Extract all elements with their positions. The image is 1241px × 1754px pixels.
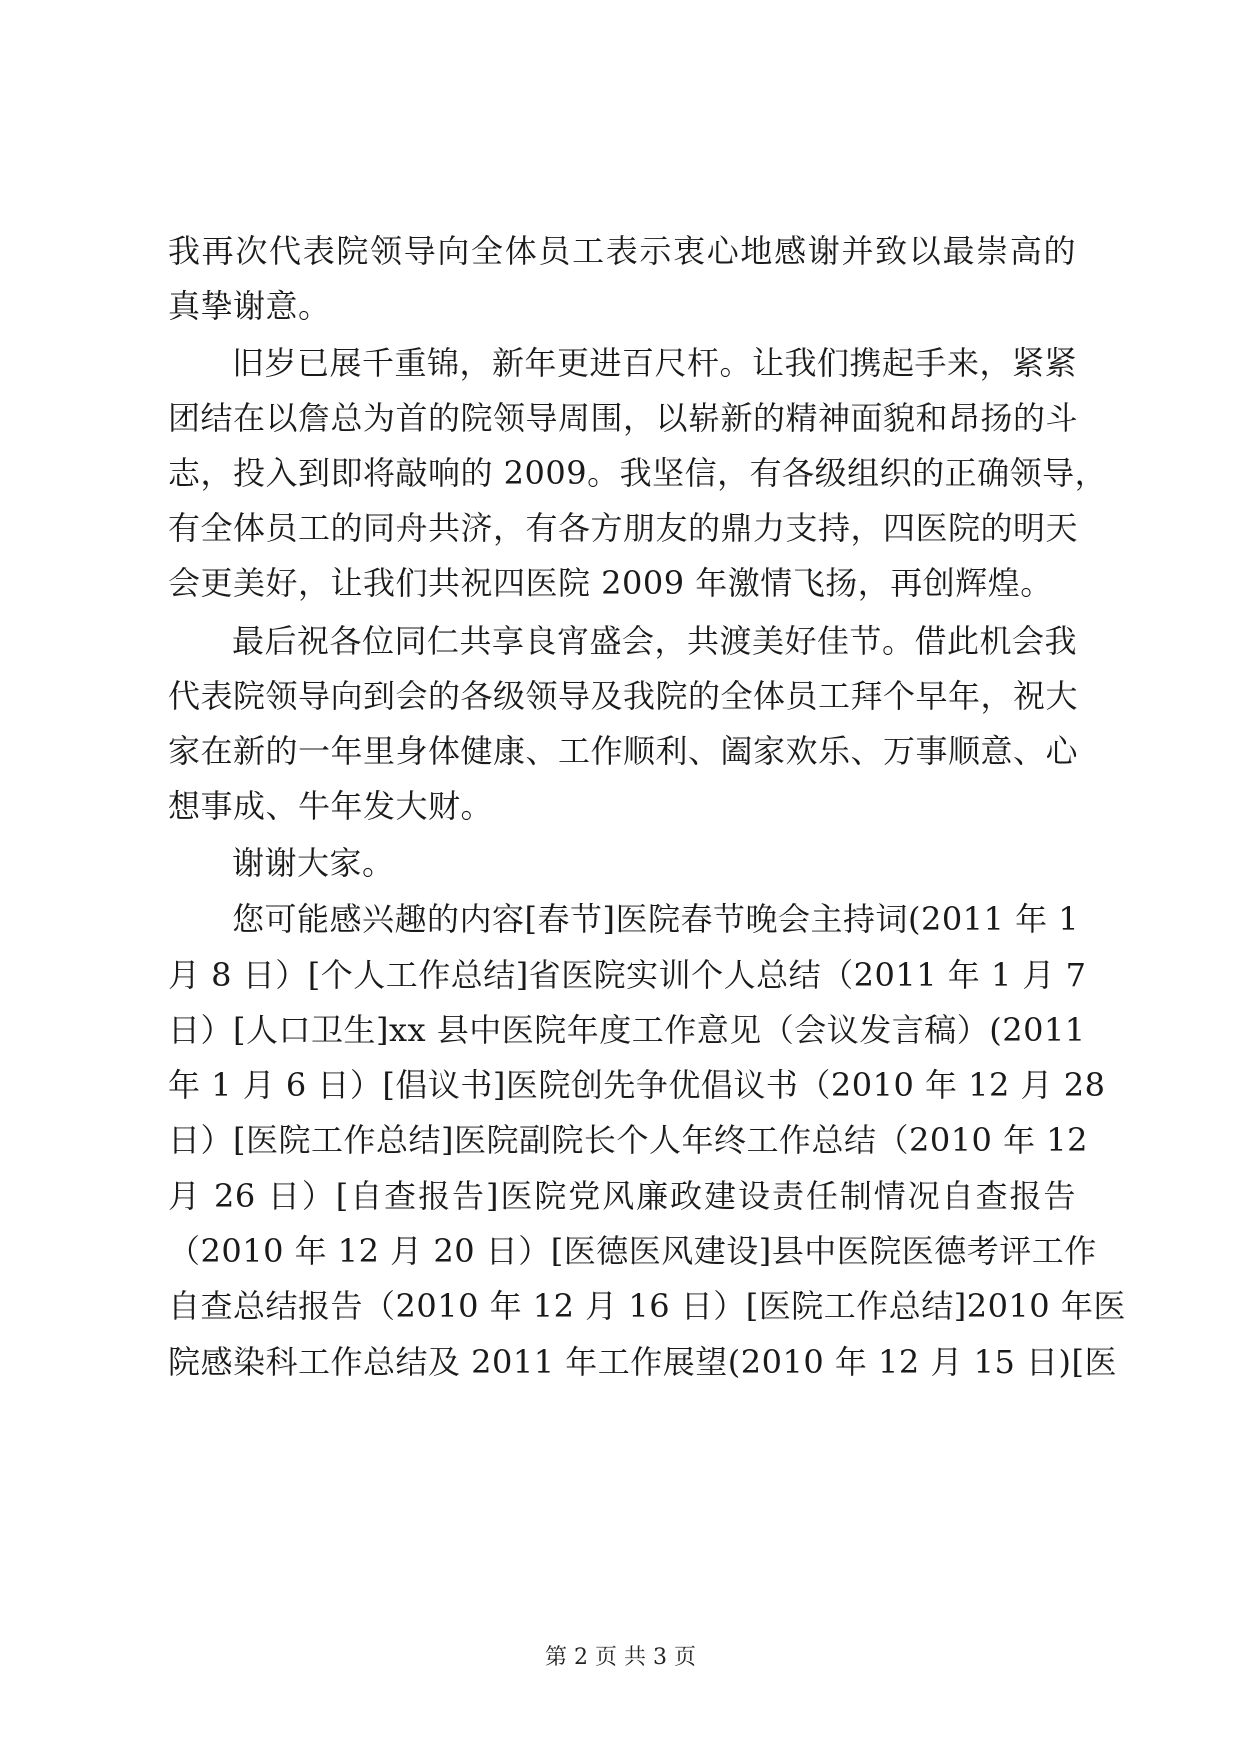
- text-line: 会更美好，让我们共祝四医院 2009 年激情飞扬，再创辉煌。: [168, 564, 1053, 602]
- text-line: 最后祝各位同仁共享良宵盛会，共渡美好佳节。借此机会我: [232, 622, 1078, 660]
- text-line: 日）[医院工作总结]医院副院长个人年终工作总结（2010 年 12: [168, 1121, 1088, 1159]
- text-line: 有全体员工的同舟共济，有各方朋友的鼎力支持，四医院的明天: [168, 509, 1079, 547]
- text-line: 月 8 日）[个人工作总结]省医院实训个人总结（2011 年 1 月 7: [168, 956, 1087, 994]
- text-line: 团结在以詹总为首的院领导周围，以崭新的精神面貌和昂扬的斗: [168, 399, 1079, 437]
- page-number-footer: 第 2 页 共 3 页: [545, 1645, 696, 1670]
- text-line: 志，投入到即将敲响的 2009。我坚信，有各级组织的正确领导，: [168, 454, 1108, 492]
- text-line: 年 1 月 6 日）[倡议书]医院创先争优倡议书（2010 年 12 月 28: [168, 1066, 1106, 1104]
- text-line: 代表院领导向到会的各级领导及我院的全体员工拜个早年，祝大: [168, 677, 1079, 715]
- text-line: （2010 年 12 月 20 日）[医德医风建设]县中医院医德考评工作: [168, 1232, 1097, 1270]
- text-line: 院感染科工作总结及 2011 年工作展望(2010 年 12 月 15 日)[医: [168, 1343, 1117, 1381]
- text-line: 旧岁已展千重锦，新年更进百尺杆。让我们携起手来，紧紧: [232, 344, 1078, 382]
- text-line: 我再次代表院领导向全体员工表示衷心地感谢并致以最崇高的: [168, 232, 1076, 270]
- text-line: 谢谢大家。: [232, 844, 395, 882]
- text-line: 月 26 日）[自查报告]医院党风廉政建设责任制情况自查报告: [168, 1177, 1076, 1215]
- text-line: 家在新的一年里身体健康、工作顺利、阖家欢乐、万事顺意、心: [168, 732, 1079, 770]
- text-line: 日）[人口卫生]xx 县中医院年度工作意见（会议发言稿）(2011: [168, 1011, 1086, 1049]
- text-line: 想事成、牛年发大财。: [168, 787, 494, 825]
- text-line: 您可能感兴趣的内容[春节]医院春节晚会主持词(2011 年 1: [232, 900, 1080, 938]
- text-line: 自查总结报告（2010 年 12 月 16 日）[医院工作总结]2010 年医: [168, 1287, 1126, 1325]
- text-line: 真挚谢意。: [168, 287, 331, 325]
